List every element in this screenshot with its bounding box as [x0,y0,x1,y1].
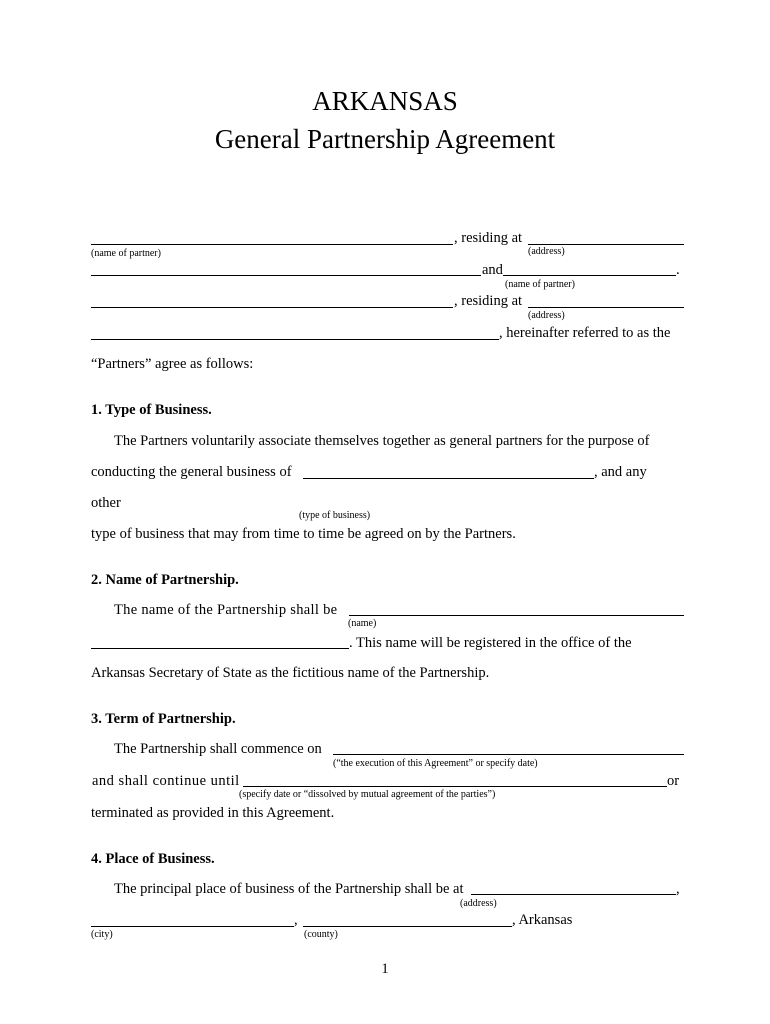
term-end-line[interactable] [243,786,667,787]
section-3-or-label: or [667,773,680,789]
city-comma: , [294,912,298,928]
section-4-line-1-suffix: , [676,881,680,897]
address-caption-1: (address) [528,246,565,257]
section-2-line-3: Arkansas Secretary of State as the fictitious name of the Partnership. [91,665,490,681]
and-label: and [482,262,503,278]
section-1-line-2-label: conducting the general business of [91,464,292,480]
residing-at-label-2: , residing at [454,293,523,309]
partner-2-address-line[interactable] [528,307,684,308]
section-2-line-2-suffix: . This name will be registered in the office of the [349,635,632,651]
section-3-line-2-label: and shall continue until [92,773,240,789]
section-3-line-1: The Partnership shall commence on [114,741,322,757]
type-of-business-line[interactable] [303,478,594,479]
partner-2-address-continued-line[interactable] [91,339,499,340]
name-caption: (name) [348,618,377,629]
section-1-line-2-suffix: , and any [594,464,647,480]
residing-at-label-1: , residing at [454,230,523,246]
address-caption-3: (address) [460,898,497,909]
partnership-name-line[interactable] [349,615,684,616]
section-1-line-3: other [91,495,121,511]
document-subtitle: General Partnership Agreement [214,124,556,154]
document-title: ARKANSAS [312,86,458,116]
name-of-partner-caption-1: (name of partner) [91,248,161,259]
partner-1-address-line[interactable] [528,244,684,245]
address-caption-2: (address) [528,310,565,321]
partner-1-name-line[interactable] [91,244,453,245]
partners-agree-text: “Partners” agree as follows: [91,356,254,372]
section-4-heading: 4. Place of Business. [91,851,215,867]
type-of-business-caption: (type of business) [299,510,371,521]
city-line[interactable] [91,926,294,927]
arkansas-label: , Arkansas [512,912,573,928]
section-3-heading: 3. Term of Partnership. [91,711,236,727]
commencement-caption: (“the execution of this Agreement” or specify date) [333,758,538,769]
partner-1-continued-line[interactable] [91,275,481,276]
section-1-line-4: type of business that may from time to time be agreed on by the Partners. [91,526,516,542]
county-line[interactable] [303,926,512,927]
city-caption: (city) [91,929,113,940]
partner-2-name-line[interactable] [503,275,676,276]
partner-2-continued-line[interactable] [91,307,453,308]
county-caption: (county) [304,929,338,940]
name-of-partner-caption-2: (name of partner) [505,279,575,290]
place-of-business-address-line[interactable] [471,894,676,895]
section-2-line-1: The name of the Partnership shall be [114,602,338,618]
section-2-heading: 2. Name of Partnership. [91,572,239,588]
partnership-name-continued-line[interactable] [91,648,349,649]
page-number: 1 [381,961,389,977]
term-end-caption: (specify date or “dissolved by mutual agreement of the parties”) [239,789,496,800]
section-4-line-1: The principal place of business of the Partnership shall be at [114,881,464,897]
hereinafter-text: , hereinafter referred to as the [499,325,671,341]
commencement-date-line[interactable] [333,754,684,755]
section-1-heading: 1. Type of Business. [91,402,212,418]
section-1-line-1: The Partners voluntarily associate themselves together as general partners for the purpose of [114,433,650,449]
section-3-line-3: terminated as provided in this Agreement. [91,805,335,821]
period-label: . [676,262,680,278]
